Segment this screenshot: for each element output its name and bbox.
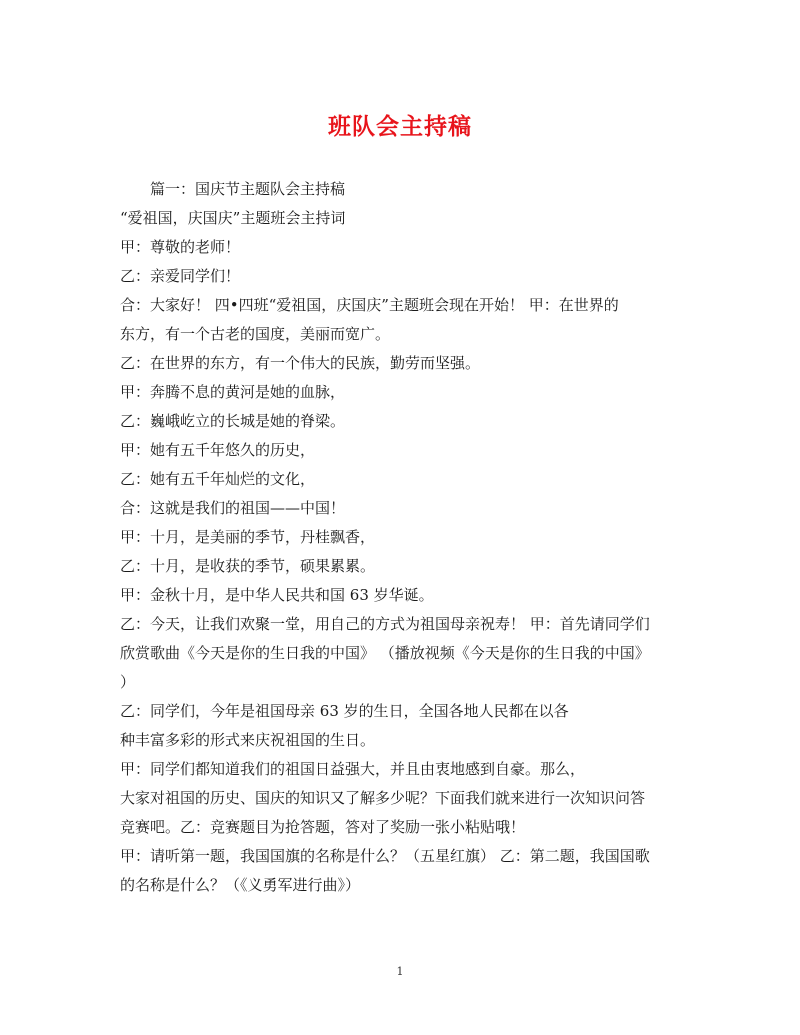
paragraph-line: 东方，有一个古老的国度，美丽而宽广。 bbox=[120, 325, 391, 343]
paragraph-line: 的名称是什么？（《义勇军进行曲》） bbox=[120, 876, 361, 894]
paragraph-line: 甲：十月，是美丽的季节，丹桂飘香， bbox=[120, 528, 376, 546]
paragraph-line: 乙：她有五千年灿烂的文化， bbox=[120, 470, 316, 488]
paragraph-line: 乙：同学们，今年是祖国母亲 63 岁的生日，全国各地人民都在以各 bbox=[120, 702, 569, 720]
paragraph-line: 甲：她有五千年悠久的历史， bbox=[120, 441, 316, 459]
paragraph-line: 甲：尊敬的老师！ bbox=[120, 238, 241, 256]
paragraph-line: 合：这就是我们的祖国——中国！ bbox=[120, 499, 346, 517]
paragraph-line: 甲：同学们都知道我们的祖国日益强大，并且由衷地感到自豪。那么， bbox=[120, 760, 586, 778]
paragraph-line: 篇一：国庆节主题队会主持稿 bbox=[150, 180, 346, 198]
paragraph-line: 乙：亲爱同学们！ bbox=[120, 267, 241, 285]
paragraph-line: 乙：十月，是收获的季节，硕果累累。 bbox=[120, 557, 376, 575]
document-title: 班队会主持稿 bbox=[328, 113, 472, 140]
paragraph-line: 乙：巍峨屹立的长城是她的脊梁。 bbox=[120, 412, 346, 430]
paragraph-line: 甲：奔腾不息的黄河是她的血脉， bbox=[120, 383, 346, 401]
paragraph-line: ） bbox=[120, 673, 136, 691]
paragraph-line: “爱祖国，庆国庆”主题班会主持词 bbox=[120, 209, 346, 227]
paragraph-line: 甲：金秋十月，是中华人民共和国 63 岁华诞。 bbox=[120, 586, 434, 604]
document-body bbox=[120, 175, 690, 900]
page-number: 1 bbox=[396, 965, 404, 978]
paragraph-line: 乙：在世界的东方，有一个伟大的民族，勤劳而坚强。 bbox=[120, 354, 481, 372]
paragraph-line: 大家对祖国的历史、国庆的知识又了解多少呢？下面我们就来进行一次知识问答 bbox=[120, 789, 646, 807]
paragraph-line: 乙：今天，让我们欢聚一堂，用自己的方式为祖国母亲祝寿！ 甲：首先请同学们 bbox=[120, 615, 650, 633]
paragraph-line: 竞赛吧。乙：竞赛题目为抢答题，答对了奖励一张小粘贴哦！ bbox=[120, 818, 526, 836]
paragraph-line: 甲：请听第一题，我国国旗的名称是什么？（五星红旗） 乙：第二题，我国国歌 bbox=[120, 847, 650, 865]
paragraph-line: 种丰富多彩的形式来庆祝祖国的生日。 bbox=[120, 731, 376, 749]
paragraph-line: 欣赏歌曲《今天是你的生日我的中国》 （播放视频《今天是你的生日我的中国》 bbox=[120, 644, 650, 662]
paragraph-line: 合：大家好！ 四•四班“爱祖国，庆国庆”主题班会现在开始！ 甲：在世界的 bbox=[120, 296, 619, 314]
